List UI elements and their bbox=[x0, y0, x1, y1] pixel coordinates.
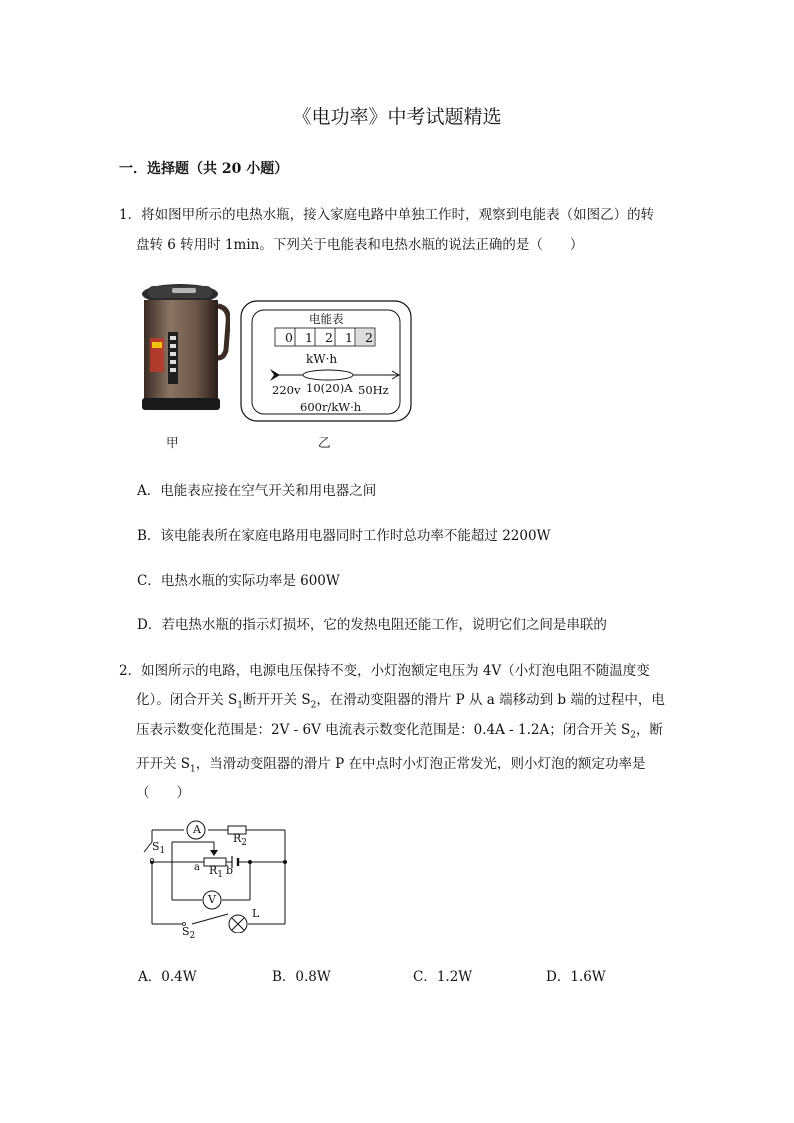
q2-stem-line5: （ ） bbox=[136, 785, 190, 801]
figure-label-yi: 乙 bbox=[318, 435, 331, 450]
slider-end-b-label: b bbox=[226, 864, 234, 877]
kettle-illustration bbox=[138, 280, 230, 415]
q1-option-b: B．该电能表所在家庭电路用电器同时工作时总功率不能超过 2200W bbox=[137, 528, 551, 544]
slider-end-a-label: a bbox=[194, 862, 200, 873]
q2-option-d: D．1.6W bbox=[546, 969, 606, 985]
q2-option-c: C．1.2W bbox=[413, 969, 473, 985]
q1-option-c: C．电热水瓶的实际功率是 600W bbox=[137, 573, 340, 589]
q2-stem-line4: 开开关 $S_1$，当滑动变阻器的滑片 P 在中点时小灯泡正常发光，则小灯泡的额定功率是 bbox=[136, 756, 646, 775]
page-title: 《电功率》中考试题精选 bbox=[292, 106, 502, 128]
q1-stem-line1: 1．将如图甲所示的电热水瓶，接入家庭电路中单独工作时，观察到电能表（如图乙）的转 bbox=[119, 207, 655, 223]
q2-stem-line3: 压表示数变化范围是：2V - 6V 电流表示数变化范围是：0.4A - 1.2A；闭合开关 $S_2$，断 bbox=[136, 722, 663, 741]
meter-unit: kW·h bbox=[306, 352, 338, 366]
meter-frequency: 50Hz bbox=[358, 383, 389, 397]
q1-option-a: A．电能表应接在空气开关和用电器之间 bbox=[137, 483, 377, 499]
q1-stem-line2: 盘转 6 转用时 1min。下列关于电能表和电热水瓶的说法正确的是（ ） bbox=[136, 237, 584, 253]
ammeter-label: A bbox=[193, 823, 201, 836]
meter-digit: 0 bbox=[285, 330, 293, 345]
q2-option-b: B．0.8W bbox=[272, 969, 331, 985]
meter-digit: 1 bbox=[345, 330, 353, 345]
meter-constant: 600r/kW·h bbox=[300, 400, 362, 414]
figure-label-jia: 甲 bbox=[166, 435, 179, 450]
meter-title: 电能表 bbox=[309, 312, 344, 326]
s1-label: $S_1$ bbox=[152, 840, 166, 857]
r1-label: $R_1$ bbox=[209, 864, 224, 881]
r2-label: $R_2$ bbox=[233, 832, 248, 849]
meter-digit: 2 bbox=[365, 330, 373, 345]
q2-option-a: A．0.4W bbox=[138, 969, 197, 985]
lamp-label: L bbox=[252, 907, 260, 920]
meter-voltage: 220v bbox=[272, 383, 301, 397]
s2-label: $S_2$ bbox=[182, 925, 196, 942]
q2-stem-line2: 化）。闭合开关 $S_1$断开开关 $S_2$，在滑动变阻器的滑片 P 从 a 端移动到 b 端的过程中，电 bbox=[136, 692, 665, 711]
voltmeter-label: V bbox=[208, 893, 216, 906]
meter-digit: 1 bbox=[305, 330, 313, 345]
q1-option-d: D．若电热水瓶的指示灯损坏，它的发热电阻还能工作，说明它们之间是串联的 bbox=[137, 617, 607, 633]
meter-digit: 2 bbox=[325, 330, 333, 345]
meter-current: 10(20)A bbox=[306, 381, 353, 395]
q2-stem-line1: 2．如图所示的电路，电源电压保持不变，小灯泡额定电压为 4V（小灯泡电阻不随温度变 bbox=[119, 663, 650, 679]
section-heading: 一．选择题（共 20 小题） bbox=[119, 161, 289, 177]
